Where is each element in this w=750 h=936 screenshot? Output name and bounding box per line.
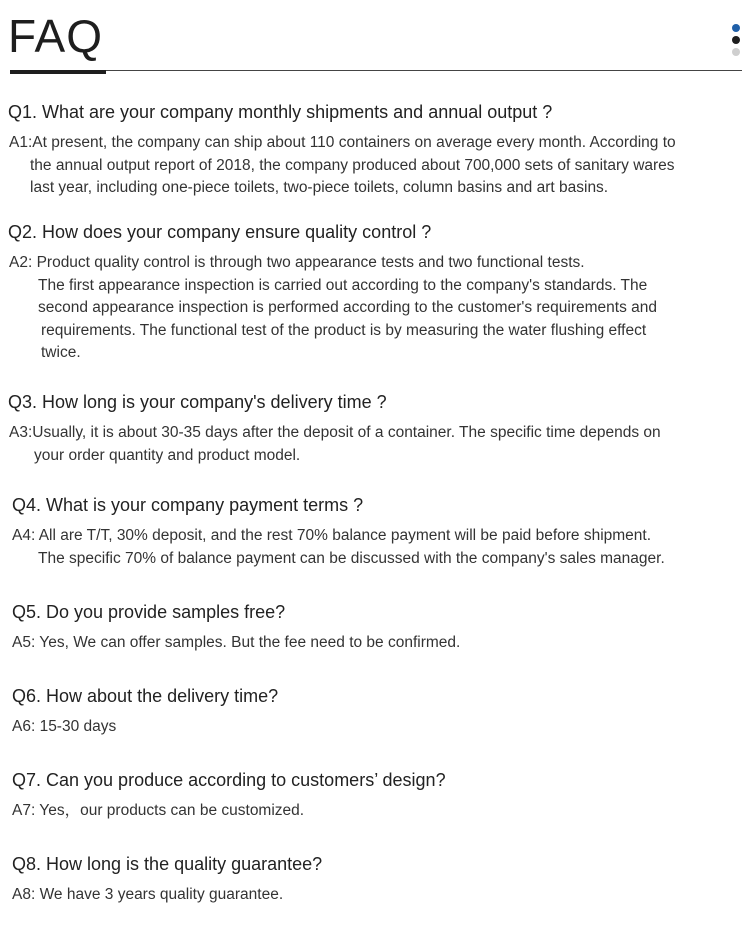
faq-item-7	[0, 768, 750, 823]
black-dot-icon	[732, 36, 740, 44]
question-2: Q2. How does your company ensure quality control ?	[8, 222, 432, 242]
faq-item-1	[0, 100, 750, 200]
question-7: Q7. Can you produce according to customers’ design?	[12, 770, 446, 790]
answer-7	[0, 800, 750, 823]
answer-line: The first appearance inspection is carried out according to the company's standards. The	[38, 276, 648, 294]
answer-line: A6: 15-30 days	[12, 718, 117, 735]
question-4: Q4. What is your company payment terms ?	[12, 495, 364, 515]
question-5: Q5. Do you provide samples free?	[12, 602, 286, 622]
answer-line: A2: Product quality control is through two appearance tests and two functional tests.	[9, 254, 585, 271]
answer-6	[0, 716, 750, 739]
answer-8	[0, 884, 750, 907]
title-underline	[10, 70, 106, 74]
answer-5	[0, 632, 750, 655]
answer-line: last year, including one-piece toilets, two-piece toilets, column basins and art basins.	[30, 179, 609, 196]
question-1: Q1. What are your company monthly shipments and annual output ?	[8, 102, 553, 122]
answer-line: The specific 70% of balance payment can be discussed with the company's sales manager.	[38, 549, 665, 567]
answer-line: A4: All are T/T, 30% deposit, and the rest 70% balance payment will be paid before shipment.	[12, 527, 652, 544]
question-6: Q6. How about the delivery time?	[12, 686, 279, 706]
answer-line: your order quantity and product model.	[34, 446, 301, 464]
answer-line: requirements. The functional test of the product is by measuring the water flushing effect	[41, 321, 647, 339]
title-divider	[10, 70, 742, 71]
faq-item-5	[0, 600, 750, 655]
answer-line: A7: Yes，our products can be customized.	[12, 802, 305, 819]
question-3: Q3. How long is your company's delivery time ?	[8, 392, 387, 412]
answer-line: twice.	[41, 344, 81, 361]
answer-line: A5: Yes, We can offer samples. But the fee need to be confirmed.	[12, 634, 461, 651]
answer-line: A3:Usually, it is about 30-35 days after the deposit of a container. The specific time depends on	[9, 424, 661, 441]
answer-1	[0, 132, 750, 200]
faq-item-4	[0, 493, 750, 570]
answer-line: A1:At present, the company can ship about 110 containers on average every month. According to	[9, 134, 676, 151]
decorative-dots	[732, 24, 742, 60]
blue-dot-icon	[732, 24, 740, 32]
answer-3	[0, 422, 750, 467]
question-8: Q8. How long is the quality guarantee?	[12, 854, 323, 874]
gray-dot-icon	[732, 48, 740, 56]
faq-item-6	[0, 684, 750, 739]
faq-item-3	[0, 390, 750, 467]
faq-item-8	[0, 852, 750, 907]
answer-line: the annual output report of 2018, the company produced about 700,000 sets of sanitary wares	[30, 156, 675, 174]
faq-item-2	[0, 220, 750, 365]
answer-line: A8: We have 3 years quality guarantee.	[12, 886, 284, 903]
page-title: FAQ	[8, 10, 104, 62]
answer-4	[0, 525, 750, 570]
answer-line: second appearance inspection is performed according to the customer's requirements and	[38, 299, 658, 316]
answer-2	[0, 252, 750, 365]
